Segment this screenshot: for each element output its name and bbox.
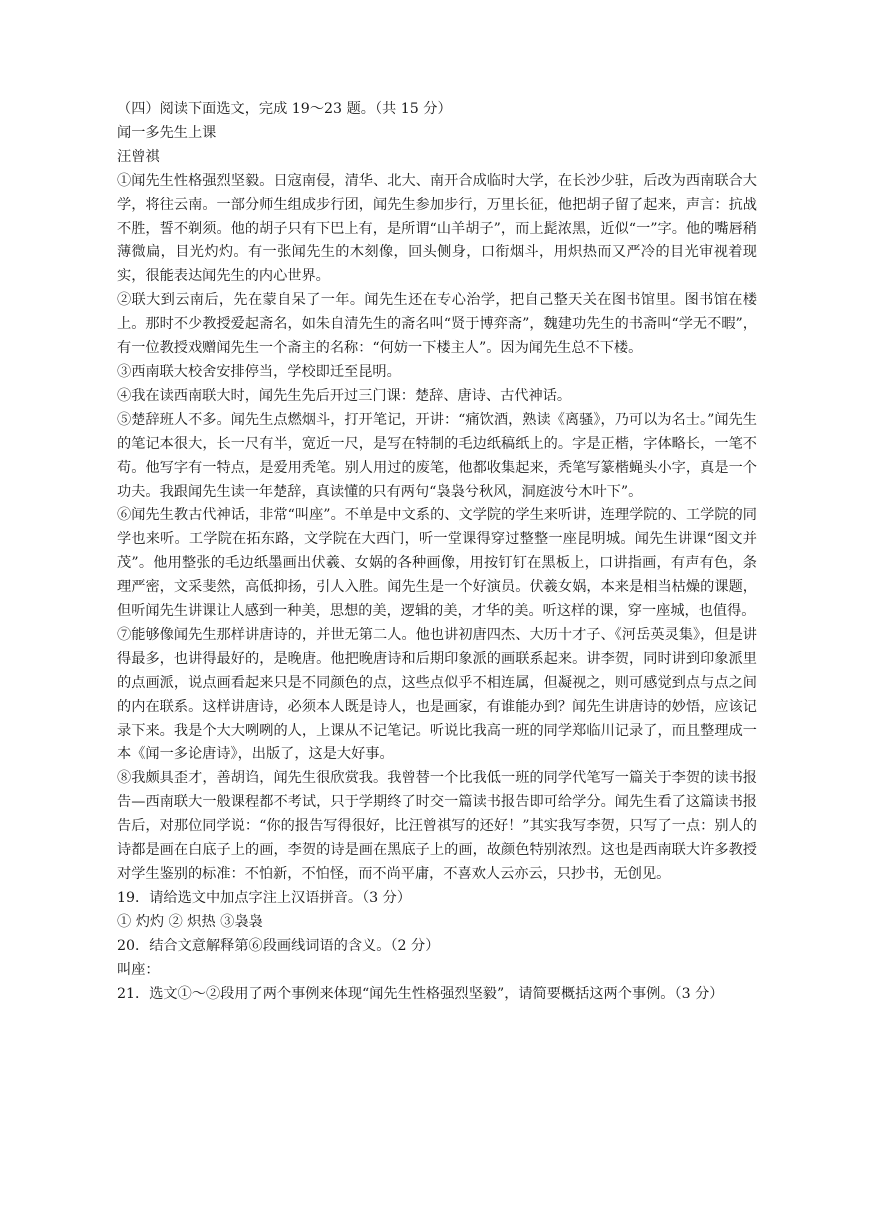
paragraph-7: ⑦能够像闻先生那样讲唐诗的，并世无第二人。他也讲初唐四杰、大历十才子、《河岳英灵集》，但是讲得最多，也讲得最好的，是晚唐。他把晚唐诗和后期印象派的画联系起来。讲李贺，同时讲到印象派里的点画派，说点画看起来只是不同颜色的点，这些点似乎不相连属，但凝视之，则可感觉到点与点之间的内在联系。这样讲唐诗，必须本人既是诗人，也是画家，有谁能办到？闻先生讲唐诗的妙悟，应该记录下来。我是个大大咧咧的人，上课从不记笔记。听说比我高一班的同学郑临川记录了，而且整理成一本《闻一多论唐诗》，出版了，这是大好事。	[117, 626, 757, 763]
paragraph-2: ②联大到云南后，先在蒙自呆了一年。闻先生还在专心治学，把自己整天关在图书馆里。图书馆在楼上。那时不少教授爱起斋名，如朱自清先生的斋名叫“贤于博弈斋”，魏建功先生的书斋叫“学无不暇”，有一位教授戏赠闻先生一个斋主的名称：“何妨一下楼主人”。因为闻先生总不下楼。	[117, 292, 757, 357]
paragraph-8: ⑧我颇具歪才，善胡诌，闻先生很欣赏我。我曾替一个比我低一班的同学代笔写一篇关于李贺的读书报告—西南联大一般课程都不考试，只于学期终了时交一篇读书报告即可给学分。闻先生看了这篇读书报告后，对那位同学说：“你的报告写得很好，比汪曾祺写的还好！”其实我写李贺，只写了一点：别人的诗都是画在白底子上的画，李贺的诗是画在黑底子上的画，故颜色特别浓烈。这也是西南联大许多教授对学生鉴别的标准：不怕新，不怕怪，而不尚平庸，不喜欢人云亦云，只抄书，无创见。	[117, 770, 757, 882]
paragraph-6: ⑥闻先生教古代神话，非常“叫座”。不单是中文系的、文学院的学生来听讲，连理学院的、工学院的同学也来听。工学院在拓东路，文学院在大西门，听一堂课得穿过整整一座昆明城。闻先生讲课“图文并茂”。他用整张的毛边纸墨画出伏羲、女娲的各种画像，用按钉钉在黑板上，口讲指画，有声有色，条理严密，文采斐然，高低抑扬，引人入胜。闻先生是一个好演员。伏羲女娲，本来是相当枯燥的课题，但听闻先生讲课让人感到一种美，思想的美，逻辑的美，才华的美。听这样的课，穿一座城，也值得。	[117, 507, 757, 620]
section-heading: （四）阅读下面选文，完成 19～23 题。（共 15 分）	[117, 101, 452, 117]
reading-section	[117, 98, 757, 1006]
paragraph-4: ④我在读西南联大时，闻先生先后开过三门课：楚辞、唐诗、古代神话。	[117, 387, 572, 404]
question-19-prompt: 19．请给选文中加点字注上汉语拼音。（3 分）	[117, 889, 412, 906]
question-21-prompt: 21．选文①～②段用了两个事例来体现“闻先生性格强烈坚毅”，请简要概括这两个事例。（3 分）	[117, 985, 724, 1002]
paragraph-1: ①闻先生性格强烈坚毅。日寇南侵，清华、北大、南开合成临时大学，在长沙少驻，后改为西南联合大学，将往云南。一部分师生组成步行团，闻先生参加步行，万里长征，他把胡子留了起来，声言：抗战不胜，誓不剃须。他的胡子只有下巴上有，是所谓“山羊胡子”，而上髭浓黑，近似“一”字。他的嘴唇稍薄微扁，目光灼灼。有一张闻先生的木刻像，回头侧身，口衔烟斗，用炽热而又严冷的目光审视着现实，很能表达闻先生的内心世界。	[117, 172, 757, 285]
article-title: 闻一多先生上课	[117, 124, 217, 141]
paragraph-5: ⑤楚辞班人不多。闻先生点燃烟斗，打开笔记，开讲：“痛饮酒，熟读《离骚》，乃可以为名士。”闻先生的笔记本很大，长一尺有半，宽近一尺，是写在特制的毛边纸稿纸上的。字是正楷，字体略长，一笔不苟。他写字有一特点，是爱用秃笔。别人用过的废笔，他都收集起来，秃笔写篆楷蝇头小字，真是一个功夫。我跟闻先生读一年楚辞，真读懂的只有两句“袅袅兮秋风，洞庭波兮木叶下”。	[117, 411, 757, 500]
question-20-answer-label: 叫座：	[117, 961, 160, 978]
question-20-prompt: 20．结合文意解释第⑥段画线词语的含义。（2 分）	[117, 937, 440, 954]
article-author: 汪曾祺	[117, 148, 160, 165]
paragraph-3: ③西南联大校舍安排停当，学校即迁至昆明。	[117, 363, 401, 380]
question-19-items: ① 灼灼 ② 炽热 ③袅袅	[117, 913, 263, 930]
